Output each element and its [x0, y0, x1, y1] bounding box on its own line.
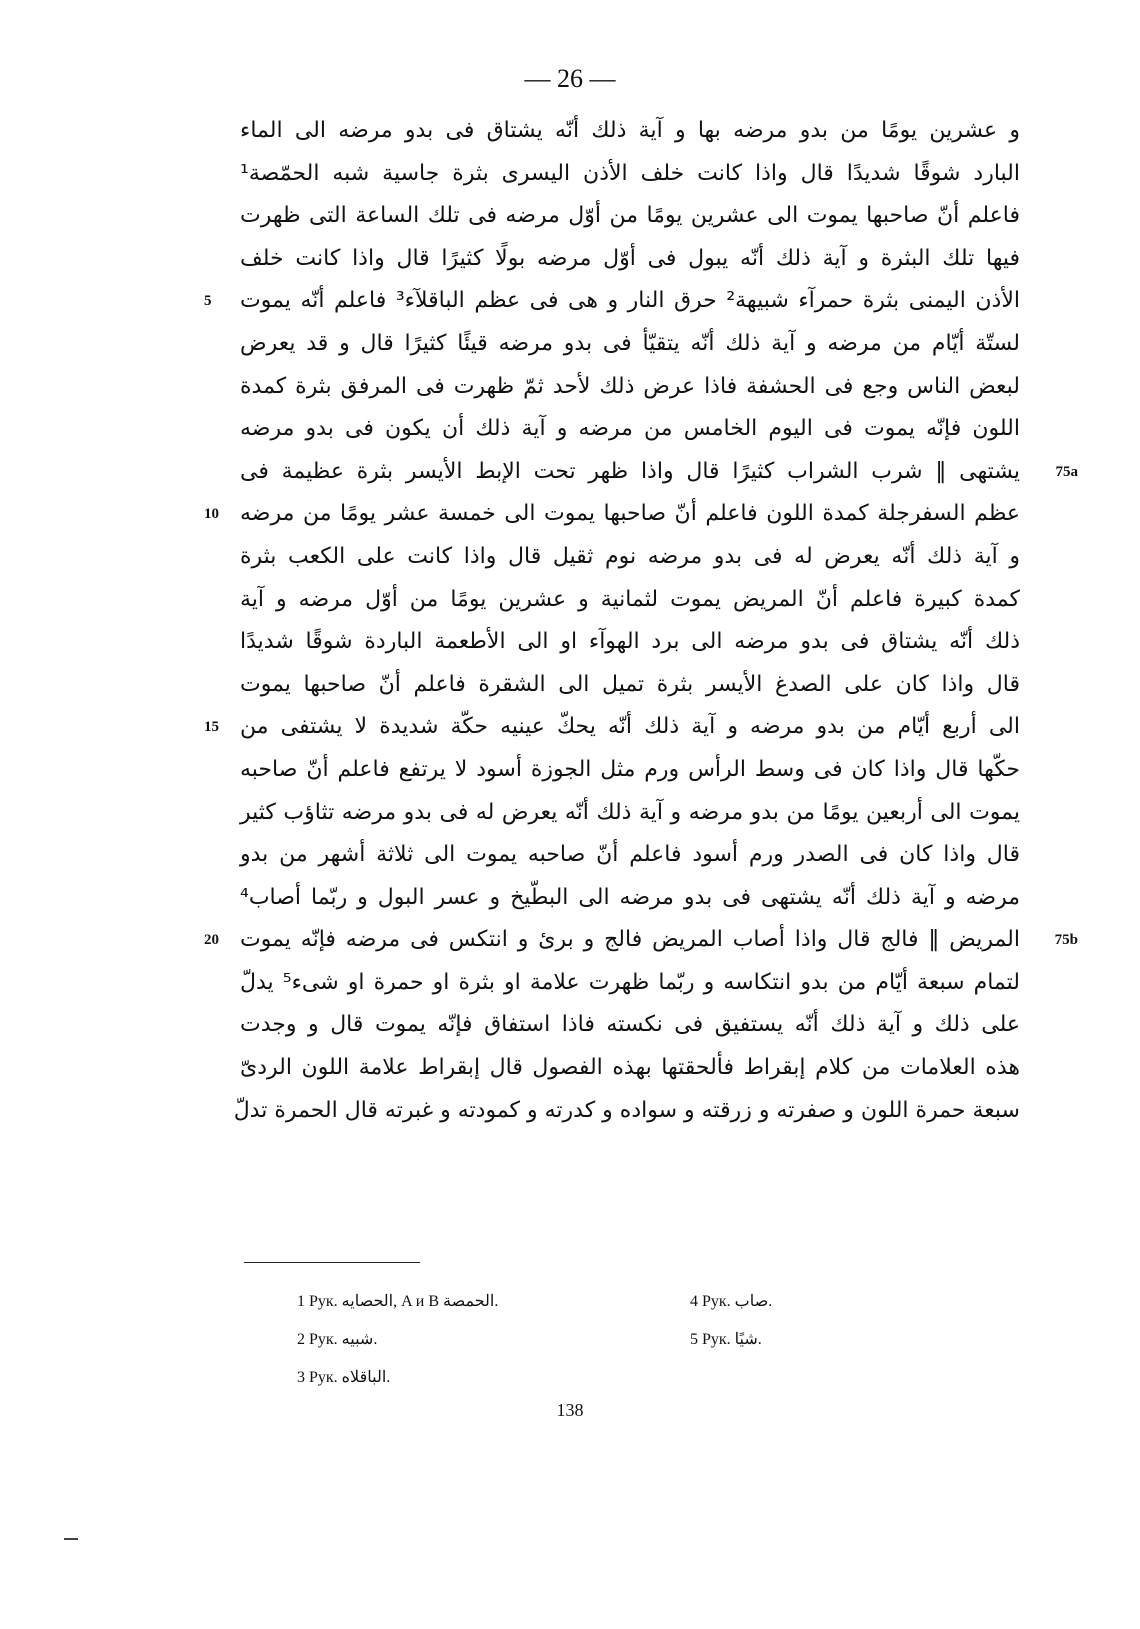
footnotes-right-column [690, 1290, 772, 1366]
text-line-content: و آية ذلك أنّه يعرض له فى بدو مرضه نوم ثقيل قال واذا كانت على الكعب بثرة [240, 543, 1020, 569]
footnote-3: 3 Рук. الباقلاه. [297, 1369, 391, 1386]
text-line-content: كمدة كبيرة فاعلم أنّ المريض يموت لثمانية و عشرين يومًا من أوّل مرضه و آية [240, 586, 1020, 612]
folio-marker: 75a [1055, 463, 1078, 480]
text-line [240, 834, 1020, 877]
text-line-content: قال واذا كان على الصدغ الأيسر بثرة تميل الى الشقرة فاعلم أنّ صاحبها يموت [240, 671, 1020, 697]
sheet-signature: 138 [556, 1400, 584, 1420]
text-line-content: لبعض الناس وجع فى الحشفة فاذا عرض ذلك لأحد ثمّ ظهرت فى المرفق بثرة كمدة [240, 373, 1020, 399]
text-line-content: لستّة أيّام من مرضه و آية ذلك أنّه يتقيّأ فى بدو مرضه قيئًا كثيرًا قال و قد يعرض [240, 330, 1020, 356]
footnotes-left-column [297, 1290, 498, 1404]
text-line [240, 792, 1020, 835]
text-line-content: يشتهى ‖ شرب الشراب كثيرًا قال واذا ظهر تحت الإبط الأيسر بثرة عظيمة فى [240, 458, 1020, 484]
arabic-text-block [204, 110, 1078, 1132]
text-line-content: اللون فإنّه يموت فى اليوم الخامس من مرضه و آية ذلك أن يكون فى بدو مرضه [240, 416, 1020, 442]
text-line [240, 195, 1020, 238]
text-line [240, 749, 1020, 792]
text-line-content: البارد شوقًا شديدًا قال واذا كانت خلف الأذن اليسرى بثرة جاسية شبه الحمّصة¹ [240, 160, 1020, 186]
text-line-content: الى أربع أيّام من بدو مرضه و آية ذلك أنّه يحكّ عينيه حكّة شديدة لا يشتفى من [240, 714, 1020, 740]
text-line [240, 451, 1078, 494]
text-line-content: المريض ‖ فالج قال واذا أصاب المريض فالج و برئ و انتكس فى مرضه فإنّه يموت [240, 927, 1020, 953]
text-line [240, 153, 1020, 196]
footnote-1: 1 Рук. الحصايه, A и B الحمصة. [297, 1293, 499, 1310]
text-line [240, 1004, 1020, 1047]
footnote-4: 4 Рук. صاب. [690, 1293, 773, 1310]
text-line-content: ذلك أنّه يشتاق فى بدو مرضه الى برد الهوآء او الى الأطعمة الباردة شوقًا شديدًا [240, 629, 1020, 655]
text-line [240, 323, 1020, 366]
page-number: — 26 — [524, 64, 616, 93]
line-number: 20 [204, 932, 219, 949]
text-line [240, 408, 1020, 451]
text-line [240, 238, 1020, 281]
text-line [240, 110, 1020, 153]
text-line-content: سبعة حمرة اللون و صفرته و زرقته و سواده و كدرته و كمودته و غبرته قال الحمرة تدلّ [233, 1097, 1020, 1123]
text-line-content: هذه العلامات من كلام إبقراط فألحقتها بهذه الفصول قال إبقراط علامة اللون الردىّ [240, 1055, 1020, 1081]
scan-speck [64, 1538, 78, 1540]
text-line [233, 1090, 1020, 1133]
folio-marker: 75b [1054, 932, 1078, 949]
text-line [240, 579, 1020, 622]
text-line [240, 664, 1020, 707]
text-line-content: و عشرين يومًا من بدو مرضه بها و آية ذلك أنّه يشتاق فى بدو مرضه الى الماء [240, 118, 1020, 143]
text-line-content: فاعلم أنّ صاحبها يموت الى عشرين يومًا من أوّل مرضه فى تلك الساعة التى ظهرت [240, 203, 1020, 229]
text-line [204, 706, 1020, 749]
text-line-content: عظم السفرجلة كمدة اللون فاعلم أنّ صاحبها يموت الى خمسة عشر يومًا من مرضه [240, 501, 1020, 527]
text-line-content: لتمام سبعة أيّام من بدو انتكاسه و ربّما ظهرت علامة او بثرة او حمرة او شىء⁵ يدلّ [240, 969, 1020, 995]
text-line [240, 962, 1020, 1005]
text-line-content: قال واذا كان فى الصدر ورم أسود فاعلم أنّ صاحبه يموت الى ثلاثة أشهر من بدو [240, 842, 1020, 868]
text-line-content: فيها تلك البثرة و آية ذلك أنّه يبول فى أوّل مرضه بولًا كثيرًا قال واذا كانت خلف [240, 245, 1020, 271]
text-line [240, 621, 1020, 664]
text-line-content: حكّها قال واذا كان فى وسط الرأس ورم مثل الجوزة أسود لا يرتفع فاعلم أنّ صاحبه [240, 756, 1020, 782]
text-line [240, 877, 1020, 920]
text-line-content: على ذلك و آية ذلك أنّه يستفيق فى نكسته فاذا استفاق فإنّه يموت قال و وجدت [240, 1012, 1020, 1038]
text-line-content: مرضه و آية ذلك أنّه يشتهى فى بدو مرضه الى البطّيخ و عسر البول و ربّما أصاب⁴ [240, 884, 1020, 910]
footnote-divider [244, 1262, 420, 1263]
line-number: 5 [204, 293, 212, 310]
text-line [240, 536, 1020, 579]
text-line-content: يموت الى أربعين يومًا من بدو مرضه و آية ذلك أنّه يعرض له فى بدو مرضه تثاؤب كثير [240, 799, 1020, 825]
text-line [240, 366, 1020, 409]
text-line [240, 1047, 1020, 1090]
footnote-2: 2 Рук. شبيه. [297, 1331, 378, 1348]
line-number: 15 [204, 719, 219, 736]
text-line [204, 493, 1020, 536]
line-number: 10 [204, 506, 219, 523]
text-line-content: الأذن اليمنى بثرة حمرآء شبيهة² حرق النار و هى فى عظم الباقلآء³ فاعلم أنّه يموت [240, 288, 1020, 314]
footnote-5: 5 Рук. شيًا. [690, 1331, 762, 1348]
text-line [204, 280, 1020, 323]
text-line [204, 919, 1078, 962]
